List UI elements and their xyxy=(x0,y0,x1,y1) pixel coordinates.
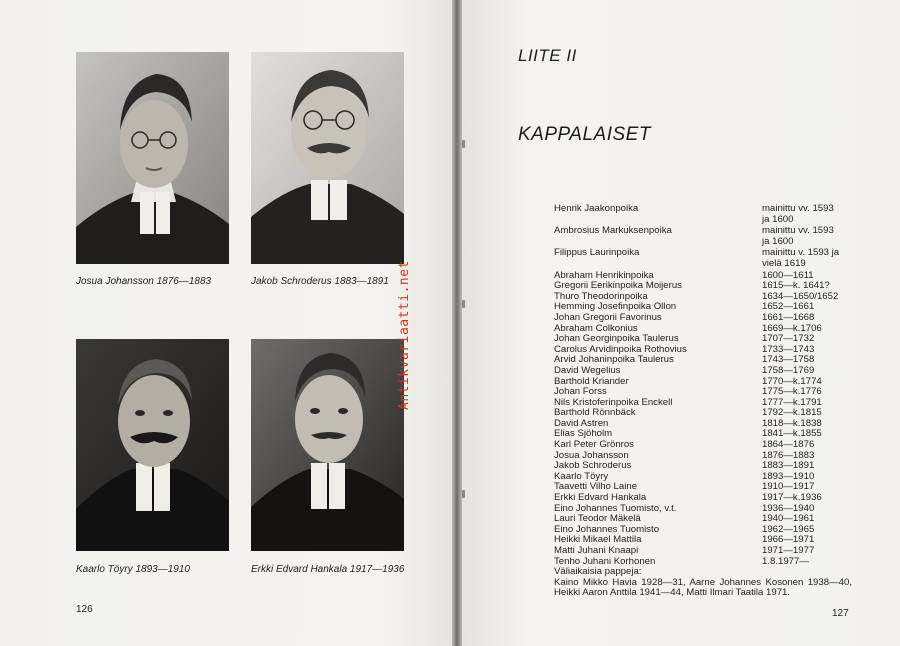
chaplain-years: 1733—1743 xyxy=(762,343,815,355)
interim-heading: Väliaikaisia pappeja: xyxy=(554,566,642,578)
chaplain-name: Erkki Edvard Hankala xyxy=(554,492,647,504)
chaplain-name: Jakob Schroderus xyxy=(554,460,632,472)
chaplain-years: 1966—1971 xyxy=(762,534,815,546)
portrait-hankala xyxy=(251,339,404,551)
caption-toyry: Kaarlo Töyry 1893—1910 xyxy=(76,564,190,575)
page-number-left: 126 xyxy=(76,604,93,615)
chaplain-years: 1669—k.1706 xyxy=(762,322,822,334)
chaplain-name: Johan Forss xyxy=(554,386,607,398)
chaplain-years: 1883—1891 xyxy=(762,460,815,472)
chaplain-name: Carolus Arvidinpoika Rothovius xyxy=(554,343,687,355)
chaplain-years: 1743—1758 xyxy=(762,354,815,366)
chaplain-years: 1864—1876 xyxy=(762,439,815,451)
chaplain-years: 1893—1910 xyxy=(762,470,815,482)
chaplain-years: 1936—1940 xyxy=(762,502,815,514)
chaplain-name: Taavetti Vilho Laine xyxy=(554,481,638,493)
chaplain-years: 1792—k.1815 xyxy=(762,407,822,419)
chaplain-name: Kaarlo Töyry xyxy=(554,470,609,482)
caption-schroderus: Jakob Schroderus 1883—1891 xyxy=(251,276,389,287)
chaplain-name: Elias Sjöholm xyxy=(554,428,613,440)
chaplain-years: mainittu vv. 1593 ja 1600 xyxy=(762,203,834,225)
chaplain-name: Eino Johannes Tuomisto xyxy=(554,523,660,535)
caption-johansson: Josua Johansson 1876—1883 xyxy=(76,276,212,287)
chaplain-years: 1818—k.1838 xyxy=(762,417,822,429)
chaplain-name: Karl Peter Grönros xyxy=(554,439,634,451)
chaplain-years: mainittu v. 1593 ja vielä 1619 xyxy=(762,247,840,269)
chaplain-name: Josua Johansson xyxy=(554,449,629,461)
chaplain-name: David Wegelius xyxy=(554,364,621,376)
chaplain-name: Nils Kristoferinpoika Enckell xyxy=(554,396,673,408)
chaplain-years: 1917—k.1936 xyxy=(762,492,822,504)
chaplain-name: Lauri Teodor Mäkelä xyxy=(554,513,641,525)
chaplain-name: Ambrosius Markuksenpoika xyxy=(554,225,672,237)
chaplain-name: Heikki Mikael Mattila xyxy=(554,534,642,546)
page-title: KAPPALAISET xyxy=(518,124,651,145)
binding-staple-bottom xyxy=(462,490,465,498)
chaplain-years: 1.8.1977— xyxy=(762,555,809,567)
chaplain-name: Abraham Colkonius xyxy=(554,322,638,334)
binding-staple-middle xyxy=(462,300,465,308)
chaplain-row xyxy=(554,366,852,377)
chaplain-years: 1634—1650/1652 xyxy=(762,290,839,302)
watermark-text: Antikvariaatti.net xyxy=(397,260,412,410)
chaplain-years: 1707—1732 xyxy=(762,333,815,345)
chaplain-years: 1661—1668 xyxy=(762,311,815,323)
portrait-schroderus xyxy=(251,52,404,264)
chaplain-years: 1652—1661 xyxy=(762,301,815,313)
chaplain-row xyxy=(554,546,852,557)
chaplain-name: Eino Johannes Tuomisto, v.t. xyxy=(554,502,677,514)
chaplain-name: Thuro Theodorinpoika xyxy=(554,290,648,302)
portrait-johansson-image xyxy=(76,52,229,264)
page-number-right: 127 xyxy=(832,608,849,619)
chaplain-years: 1940—1961 xyxy=(762,513,815,525)
chaplain-list xyxy=(554,204,852,599)
chaplain-name: Gregorii Eerikinpoika Moijerus xyxy=(554,280,682,292)
chaplain-years: 1758—1769 xyxy=(762,364,815,376)
chaplain-years: 1876—1883 xyxy=(762,449,815,461)
chaplain-years: 1910—1917 xyxy=(762,481,815,493)
chaplain-years: 1770—k.1774 xyxy=(762,375,822,387)
chaplain-name: Barthold Kriander xyxy=(554,375,629,387)
chaplain-name: Barthold Rönnbäck xyxy=(554,407,636,419)
chaplain-row xyxy=(554,226,852,247)
chaplain-years: 1600—1611 xyxy=(762,269,814,281)
chaplain-name: Johan Georginpoika Taulerus xyxy=(554,333,679,345)
chaplain-name: Hemming Josefinpoika Ollon xyxy=(554,301,677,313)
chaplain-row xyxy=(554,248,852,269)
book-gutter xyxy=(452,0,462,646)
chaplain-years: 1775—k.1776 xyxy=(762,386,822,398)
chaplain-years: mainittu vv. 1593 ja 1600 xyxy=(762,225,834,247)
chaplain-row xyxy=(554,313,852,324)
caption-hankala: Erkki Edvard Hankala 1917—1936 xyxy=(251,564,405,575)
right-page xyxy=(462,0,900,646)
chaplain-name: Arvid Johaninpoika Taulerus xyxy=(554,354,674,366)
binding-staple-top xyxy=(462,140,465,148)
chaplain-years: 1962—1965 xyxy=(762,523,815,535)
chaplain-row xyxy=(554,204,852,225)
chaplain-years: 1615—k. 1641? xyxy=(762,280,830,292)
chaplain-name: David Astren xyxy=(554,417,609,429)
interim-text: Kaino Mikko Havia 1928—31, Aarne Johannes Kosonen 1938—40, Heikki Aaron Anttila 1941—44, Matti Ilmari Taatila 1971. xyxy=(554,576,852,599)
chaplain-years: 1841—k.1855 xyxy=(762,428,822,440)
chaplain-name: Tenho Juhani Korhonen xyxy=(554,555,656,567)
chaplain-years: 1971—1977 xyxy=(762,545,815,556)
portrait-toyry xyxy=(76,339,229,551)
chaplain-name: Filippus Laurinpoika xyxy=(554,247,640,259)
chaplain-name: Henrik Jaakonpoika xyxy=(554,203,639,214)
appendix-heading: LIITE II xyxy=(518,46,577,65)
chaplain-name: Abraham Henrikinpoika xyxy=(554,269,654,281)
portrait-hankala-image xyxy=(251,339,404,551)
portrait-schroderus-image xyxy=(251,52,404,264)
portrait-johansson xyxy=(76,52,229,264)
chaplain-years: 1777—k.1791 xyxy=(762,396,822,408)
portrait-toyry-image xyxy=(76,339,229,551)
chaplain-name: Matti Juhani Knaapi xyxy=(554,545,639,556)
chaplain-name: Johan Gregorii Favorinus xyxy=(554,311,662,323)
